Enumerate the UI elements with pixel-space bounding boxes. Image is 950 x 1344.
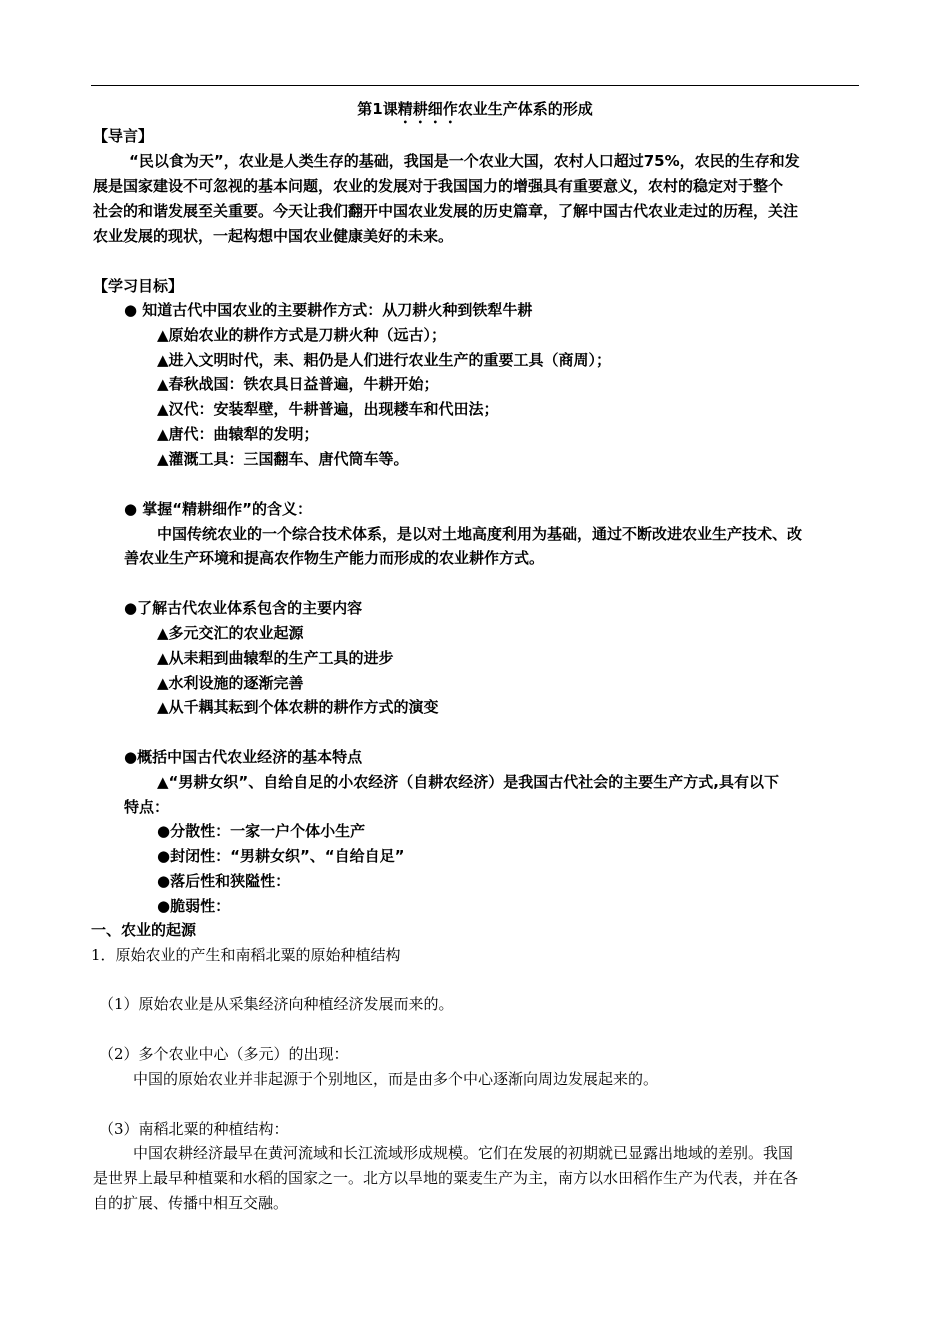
goal-2-line: 中国传统农业的一个综合技术体系，是以对土地高度利用为基础，通过不断改进农业生产技术、改 [157,525,803,543]
goal-4-item: ●封闭性：“男耕女织”、“自给自足” [157,847,405,865]
paragraph-2-text: 中国的原始农业并非起源于个别地区，而是由多个中心逐渐向周边发展起来的。 [133,1070,659,1088]
goal-4-line: ▲“男耕女织”、自给自足的小农经济（自耕农经济）是我国古代社会的主要生产方式,具有以下 [157,773,779,791]
title-emphasis: 精耕细作 [397,100,458,118]
goal-1-item: ▲进入文明时代，耒、耜仍是人们进行农业生产的重要工具（商周）； [157,351,612,369]
goal-4-title: ●概括中国古代农业经济的基本特点 [124,748,363,766]
paragraph-3-title: （3）南稻北粟的种植结构： [99,1120,289,1138]
header-rule [91,85,859,86]
intro-heading: 【导言】 [93,127,154,145]
goal-1-item: ▲春秋战国：铁农具日益普遍，牛耕开始； [157,375,439,393]
goal-4-item: ●落后性和狭隘性： [157,872,291,890]
intro-line: 展是国家建设不可忽视的基本问题，农业的发展对于我国国力的增强具有重要意义，农村的稳定对于整个 [93,177,784,195]
goal-4-item: ●脆弱性： [157,897,231,915]
goal-3-item: ▲水利设施的逐渐完善 [157,674,304,692]
paragraph-1: （1）原始农业是从采集经济向种植经济发展而来的。 [99,995,454,1013]
intro-line: 农业发展的现状，一起构想中国农业健康美好的未来。 [93,227,454,245]
paragraph-3-line: 中国农耕经济最早在黄河流域和长江流域形成规模。它们在发展的初期就已显露出地域的差别。我国 [133,1144,794,1162]
goal-3-title: ●了解古代农业体系包含的主要内容 [124,599,363,617]
paragraph-2-title: （2）多个农业中心（多元）的出现： [99,1045,349,1063]
goal-4-item: ●分散性：一家一户个体小生产 [157,822,366,840]
goal-2-line: 善农业生产环境和提高农作物生产能力而形成的农业耕作方式。 [124,549,545,567]
intro-line: 社会的和谐发展至关重要。今天让我们翻开中国农业发展的历史篇章，了解中国古代农业走过的历程，关注 [93,202,799,220]
goal-3-item: ▲多元交汇的农业起源 [157,624,304,642]
goal-1-item: ▲灌溉工具：三国翻车、唐代筒车等。 [157,450,409,468]
goal-4-line: 特点： [124,798,170,816]
intro-line: “民以食为天”，农业是人类生存的基础，我国是一个农业大国，农村人口超过75%，农民的生存和发 [129,152,800,170]
goal-3-item: ▲从耒耜到曲辕犁的生产工具的进步 [157,649,394,667]
goals-heading: 【学习目标】 [93,277,184,295]
goal-1-item: ▲汉代：安装犁壁，牛耕普遍，出现耧车和代田法； [157,400,499,418]
paragraph-3-line: 是世界上最早种植粟和水稻的国家之一。北方以旱地的粟麦生产为主，南方以水田稻作生产为代表，并在各 [93,1169,799,1187]
goal-1-item: ▲唐代：曲辕犁的发明； [157,425,319,443]
paragraph-3-line: 自的扩展、传播中相互交融。 [93,1194,289,1212]
section-heading: 一、农业的起源 [91,921,197,939]
goal-2-title: ● 掌握“精耕细作”的含义： [124,500,313,518]
goal-3-item: ▲从千耦其耘到个体农耕的耕作方式的演变 [157,698,439,716]
subsection-heading: 1．原始农业的产生和南稻北粟的原始种植结构 [91,946,401,964]
page-title: 第1课精耕细作农业生产体系的形成 [357,100,593,118]
goal-1-item: ▲原始农业的耕作方式是刀耕火种（远古）； [157,326,447,344]
goal-1-title: ● 知道古代中国农业的主要耕作方式：从刀耕火种到铁犁牛耕 [124,301,533,319]
